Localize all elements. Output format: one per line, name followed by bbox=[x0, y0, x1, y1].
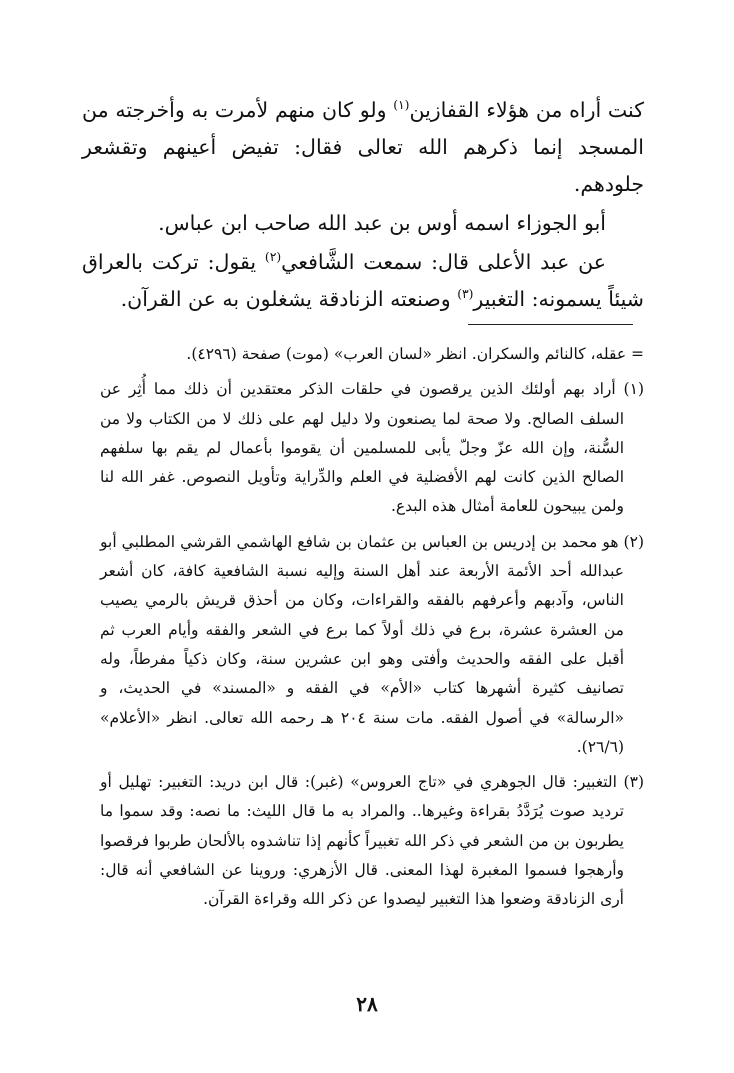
text-segment: عن عبد الأعلى قال: سمعت الشَّافعي bbox=[281, 250, 606, 274]
text-segment: ولو كان منهم لأمرت به وأخرجته من المسجد إنما ذكرهم الله تعالى فقال: تفيض أعينهم وتقشعر جلودهم. bbox=[82, 98, 644, 196]
text-segment: وصنعته الزنادقة يشغلون به عن القرآن. bbox=[120, 287, 458, 311]
footnote-ref: (٢) bbox=[264, 250, 282, 265]
main-paragraph bbox=[82, 244, 644, 318]
main-paragraph bbox=[82, 92, 644, 203]
footnote-continuation: = عقله، كالنائم والسكران. انظر «لسان العرب» (موت) صفحة (٤٢٩٦). bbox=[186, 345, 644, 363]
page-number: ٢٨ bbox=[356, 992, 378, 1016]
footnote-ref: (٣) bbox=[457, 287, 474, 302]
text-segment: كنت أراه من هؤلاء القفازين bbox=[409, 98, 644, 122]
footnote-1: (١) أراد بهم أولئك الذين يرقصون في حلقات الذكر معتقدين أن ذلك مما أُثِر عن السلف الصالح. ولا صحة لما يصنعون ولا دليل لهم على ذلك لا من الكتاب ولا من السُّنة، وإن الله عزّ وجلّ يأبى للمسلمين أن يقوموا بأعمال لم يقم بها سلفهم الصالح الذين كانت لهم الأفضلية في العلم والدِّراية وتأويل النصوص. غفر الله لنا ولمن يبيحون للعامة أمثال هذه البدع. bbox=[100, 380, 644, 516]
footnote-ref: (١) bbox=[393, 98, 410, 113]
main-paragraph: أبو الجوزاء اسمه أوس بن عبد الله صاحب ابن عباس. bbox=[158, 211, 606, 235]
footnotes bbox=[100, 340, 644, 915]
main-text bbox=[82, 92, 644, 318]
footnote-3: (٣) التغبير: قال الجوهري في «تاج العروس» (غبر): قال ابن دريد: التغبير: تهليل أو ترديد صوت يُرَدَّدُ بقراءة وغيرها.. والمراد به ما قال الليث: ما نصه: وقد سموا ما يطربون بن من الشعر في ذكر الله تغبيراً كأنهم إذا تناشدوه بالألحان طربوا فرقصوا وأرهجوا فسموا المغبرة لهذا المعنى. قال الأزهري: وروينا عن الشافعي أنه قال: أرى الزنادقة وضعوا هذا التغبير ليصدوا عن ذكر الله وقراءة القرآن. bbox=[100, 773, 644, 909]
footnote-2: (٢) هو محمد بن إدريس بن العباس بن عثمان بن شافع الهاشمي القرشي المطلبي أبو عبدالله أحد الأئمة الأربعة عند أهل السنة وإليه نسبة الشافعية كافة، كان أشعر الناس، وآدبهم وأعرفهم بالفقه والقراءات، وكان من أحذق قريش بالرمي يصيب من العشرة عشرة، برع في ذلك أولاً كما برع في الشعر والفقه وأيام العرب ثم أقبل على الفقه والحديث وأفتى وهو ابن عشرين سنة، وكان ذكياً مفرطاً، وله تصانيف كثيرة أشهرها كتاب «الأم» في الفقه و «المسند» في الحديث، و «الرسالة» في أصول الفقه. مات سنة ٢٠٤ هـ رحمه الله تعالى. انظر «الأعلام» (٢٦/٦). bbox=[100, 532, 644, 756]
text-segment: يقول: تركت بالعراق شيئاً يسمونه: التغبير bbox=[82, 250, 644, 311]
footnote-separator bbox=[468, 324, 633, 325]
